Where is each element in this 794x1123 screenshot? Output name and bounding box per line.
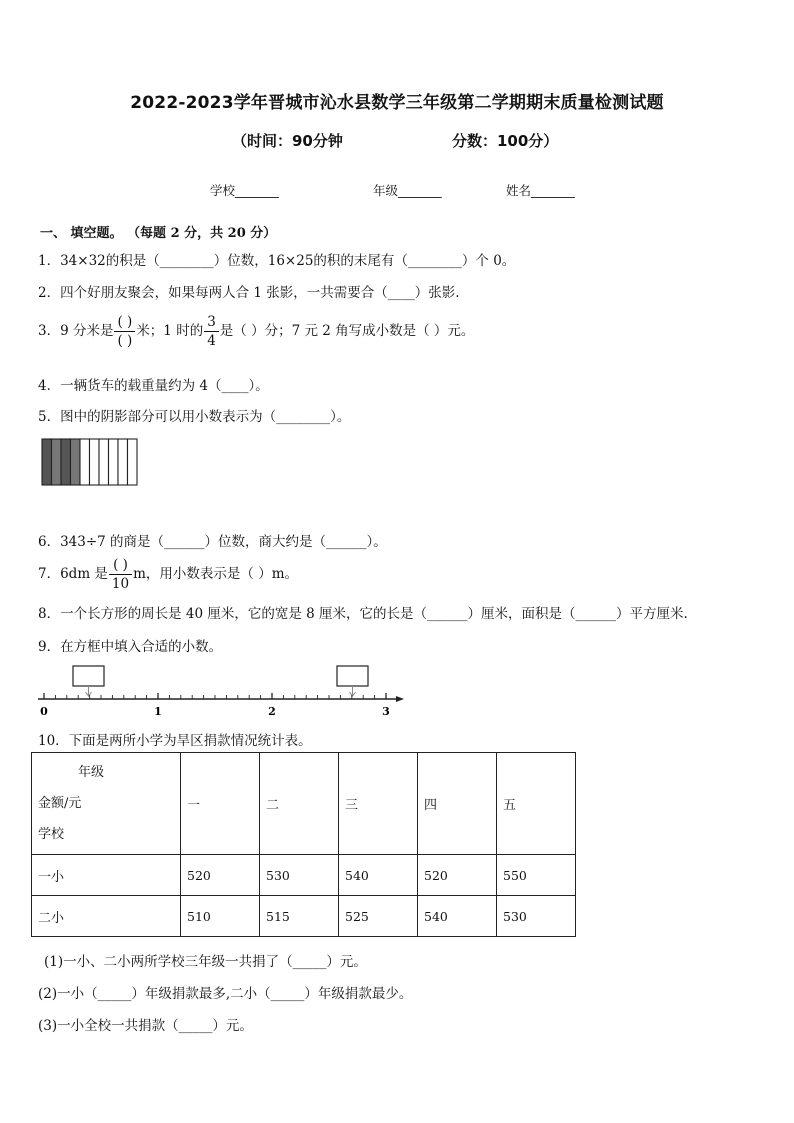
page-title: 2022-2023学年晋城市沁水县数学三年级第二学期期末质量检测试题 — [130, 93, 664, 113]
q7-fraction-denominator: 10 — [111, 576, 130, 592]
q3-post: 是（ ）分；7 元 2 角写成小数是（ ）元。 — [219, 323, 475, 339]
question-9: 9．在方框中填入合适的小数。 — [38, 639, 223, 655]
q7-fraction — [109, 556, 132, 593]
school-field: 学校_______ — [210, 183, 279, 198]
q3-fraction-three-quarters — [204, 313, 219, 350]
shaded-strips-figure — [41, 438, 139, 486]
q3-fraction2-numerator: 3 — [204, 313, 219, 332]
q3-fraction-blank — [114, 313, 135, 350]
table-cell: 515 — [260, 896, 339, 937]
grade-field: 年级_______ — [373, 183, 442, 198]
school-name: 一小 — [32, 855, 181, 896]
grade-header-2: 二 — [260, 753, 339, 855]
q7-post: m，用小数表示是（ ）m。 — [133, 566, 299, 582]
tick-label-1: 1 — [154, 705, 162, 718]
q7-pre: 7．6dm 是 — [38, 566, 108, 582]
question-3 — [38, 313, 474, 350]
question-8: 8．一个长方形的周长是 40 厘米，它的宽是 8 厘米，它的长是（______）厘米，面积是（______）平方厘米. — [38, 606, 688, 622]
table-cell: 510 — [181, 896, 260, 937]
table-cell: 540 — [418, 896, 497, 937]
name-field: 姓名_______ — [506, 183, 575, 198]
shaded-strip — [52, 439, 62, 485]
subquestion-3: (3)一小全校一共捐款（_____）元。 — [38, 1018, 253, 1034]
empty-strip — [128, 439, 138, 485]
corner-grade-label: 年级 — [78, 765, 105, 780]
empty-strip — [99, 439, 109, 485]
table-cell: 550 — [497, 855, 576, 896]
q3-fraction2-denominator: 4 — [207, 333, 216, 349]
tick-label-3: 3 — [382, 705, 390, 718]
answer-box-left — [73, 666, 104, 686]
q3-fraction-denominator: ( ) — [117, 333, 133, 349]
table-cell: 520 — [418, 855, 497, 896]
table-cell: 525 — [339, 896, 418, 937]
question-1: 1．34×32的积是（________）位数，16×25的积的末尾有（________）个 0。 — [38, 253, 516, 269]
table-cell: 520 — [181, 855, 260, 896]
q7-fraction-numerator: ( ) — [109, 556, 132, 575]
donation-table — [31, 752, 576, 937]
table-cell: 540 — [339, 855, 418, 896]
q3-pre: 3．9 分米是 — [38, 323, 114, 339]
tick-label-0: 0 — [40, 705, 48, 718]
q3-mid: 米；1 时的 — [136, 323, 204, 339]
question-6: 6．343÷7 的商是（______）位数，商大约是（______）。 — [38, 534, 387, 550]
question-2: 2．四个好朋友聚会，如果每两人合 1 张影，一共需要合（____）张影. — [38, 285, 460, 301]
grade-header-4: 四 — [418, 753, 497, 855]
grade-header-3: 三 — [339, 753, 418, 855]
table-row — [32, 896, 576, 937]
table-corner-header — [32, 753, 181, 855]
table-row — [32, 855, 576, 896]
subquestion-1: (1)一小、二小两所学校三年级一共捐了（_____）元。 — [44, 954, 367, 970]
shaded-strip — [42, 439, 52, 485]
subquestion-2: (2)一小（_____）年级捐款最多,二小（_____）年级捐款最少。 — [38, 986, 413, 1002]
section-heading: 一、 填空题。 （每题 2 分，共 20 分） — [40, 226, 277, 241]
corner-amount-label: 金额/元 — [38, 796, 82, 811]
answer-box-right — [337, 666, 368, 686]
table-header-row — [32, 753, 576, 855]
corner-school-label: 学校 — [38, 827, 65, 842]
empty-strip — [118, 439, 128, 485]
question-10: 10．下面是两所小学为旱区捐款情况统计表。 — [38, 733, 312, 749]
shaded-strip — [61, 439, 71, 485]
table-cell: 530 — [260, 855, 339, 896]
grade-header-5: 五 — [497, 753, 576, 855]
school-name: 二小 — [32, 896, 181, 937]
tick-label-2: 2 — [268, 705, 276, 718]
grade-header-1: 一 — [181, 753, 260, 855]
empty-strip — [80, 439, 90, 485]
exam-score: 分数：100分） — [452, 132, 559, 150]
shaded-strip — [71, 439, 81, 485]
empty-strip — [109, 439, 119, 485]
axis-arrow — [396, 696, 404, 702]
question-4: 4．一辆货车的载重量约为 4（____）。 — [38, 378, 269, 394]
empty-strip — [90, 439, 100, 485]
exam-time: （时间：90分钟 — [232, 132, 343, 150]
table-cell: 530 — [497, 896, 576, 937]
q3-fraction-numerator: ( ) — [114, 313, 135, 332]
number-line — [30, 662, 415, 720]
question-5: 5．图中的阴影部分可以用小数表示为（________）。 — [38, 409, 351, 425]
question-7 — [38, 556, 298, 593]
